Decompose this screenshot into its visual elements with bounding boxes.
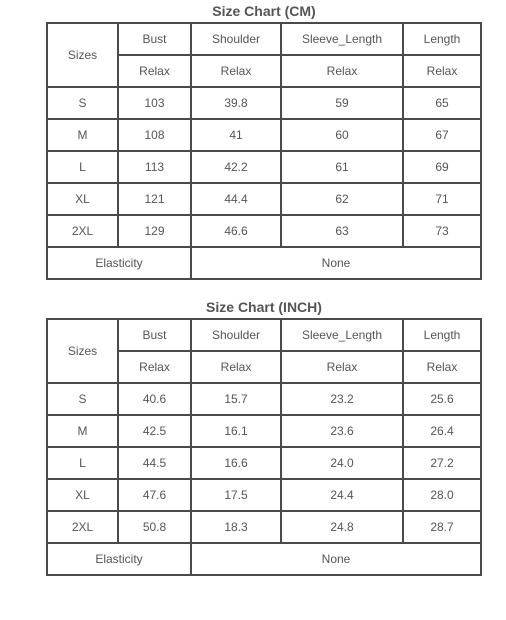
length-cell: 27.2 [403,447,481,479]
bust-cell: 50.8 [118,511,191,543]
shoulder-cell: 39.8 [191,87,281,119]
subheader-bust: Relax [118,351,191,383]
size-cell: S [47,87,118,119]
header-row [47,23,481,55]
elasticity-row [47,247,481,279]
header-bust: Bust [118,23,191,55]
bust-cell: 44.5 [118,447,191,479]
elasticity-row [47,543,481,575]
bust-cell: 103 [118,87,191,119]
table-row [47,215,481,247]
shoulder-cell: 44.4 [191,183,281,215]
shoulder-cell: 17.5 [191,479,281,511]
size-chart-cm-title: Size Chart (CM) [212,3,316,19]
header-sizes: Sizes [47,319,118,383]
bust-cell: 42.5 [118,415,191,447]
bust-cell: 47.6 [118,479,191,511]
shoulder-cell: 42.2 [191,151,281,183]
table-row [47,383,481,415]
sleeve-length-cell: 24.4 [281,479,403,511]
bust-cell: 40.6 [118,383,191,415]
sleeve-length-cell: 60 [281,119,403,151]
size-chart-inch-table [46,318,482,576]
shoulder-cell: 16.6 [191,447,281,479]
table-row [47,119,481,151]
length-cell: 65 [403,87,481,119]
sleeve-length-cell: 24.8 [281,511,403,543]
shoulder-cell: 18.3 [191,511,281,543]
length-cell: 28.0 [403,479,481,511]
table-row [47,87,481,119]
bust-cell: 121 [118,183,191,215]
length-cell: 67 [403,119,481,151]
sleeve-length-cell: 59 [281,87,403,119]
size-chart-inch-title: Size Chart (INCH) [206,299,322,315]
subheader-length: Relax [403,351,481,383]
subheader-sleeve-length: Relax [281,351,403,383]
header-sizes: Sizes [47,23,118,87]
elasticity-label: Elasticity [47,543,191,575]
sleeve-length-cell: 62 [281,183,403,215]
elasticity-label: Elasticity [47,247,191,279]
header-shoulder: Shoulder [191,319,281,351]
shoulder-cell: 15.7 [191,383,281,415]
sleeve-length-cell: 23.6 [281,415,403,447]
size-cell: M [47,415,118,447]
subheader-sleeve-length: Relax [281,55,403,87]
header-shoulder: Shoulder [191,23,281,55]
shoulder-cell: 41 [191,119,281,151]
size-cell: L [47,151,118,183]
table-row [47,183,481,215]
length-cell: 28.7 [403,511,481,543]
size-cell: M [47,119,118,151]
header-sleeve-length: Sleeve_Length [281,23,403,55]
length-cell: 71 [403,183,481,215]
size-cell: XL [47,183,118,215]
length-cell: 69 [403,151,481,183]
table-row [47,151,481,183]
length-cell: 73 [403,215,481,247]
header-bust: Bust [118,319,191,351]
table-row [47,479,481,511]
subheader-shoulder: Relax [191,351,281,383]
size-cell: L [47,447,118,479]
size-cell: XL [47,479,118,511]
size-cell: 2XL [47,511,118,543]
size-chart-cm-table [46,22,482,280]
table-row [47,447,481,479]
sleeve-length-cell: 61 [281,151,403,183]
header-length: Length [403,319,481,351]
sleeve-length-cell: 23.2 [281,383,403,415]
header-length: Length [403,23,481,55]
table-row [47,415,481,447]
size-cell: S [47,383,118,415]
length-cell: 26.4 [403,415,481,447]
size-cell: 2XL [47,215,118,247]
subheader-bust: Relax [118,55,191,87]
bust-cell: 129 [118,215,191,247]
header-sleeve-length: Sleeve_Length [281,319,403,351]
shoulder-cell: 16.1 [191,415,281,447]
subheader-shoulder: Relax [191,55,281,87]
sleeve-length-cell: 24.0 [281,447,403,479]
table-row [47,511,481,543]
bust-cell: 108 [118,119,191,151]
shoulder-cell: 46.6 [191,215,281,247]
sleeve-length-cell: 63 [281,215,403,247]
length-cell: 25.6 [403,383,481,415]
subheader-length: Relax [403,55,481,87]
header-row [47,319,481,351]
bust-cell: 113 [118,151,191,183]
elasticity-value: None [191,247,481,279]
elasticity-value: None [191,543,481,575]
